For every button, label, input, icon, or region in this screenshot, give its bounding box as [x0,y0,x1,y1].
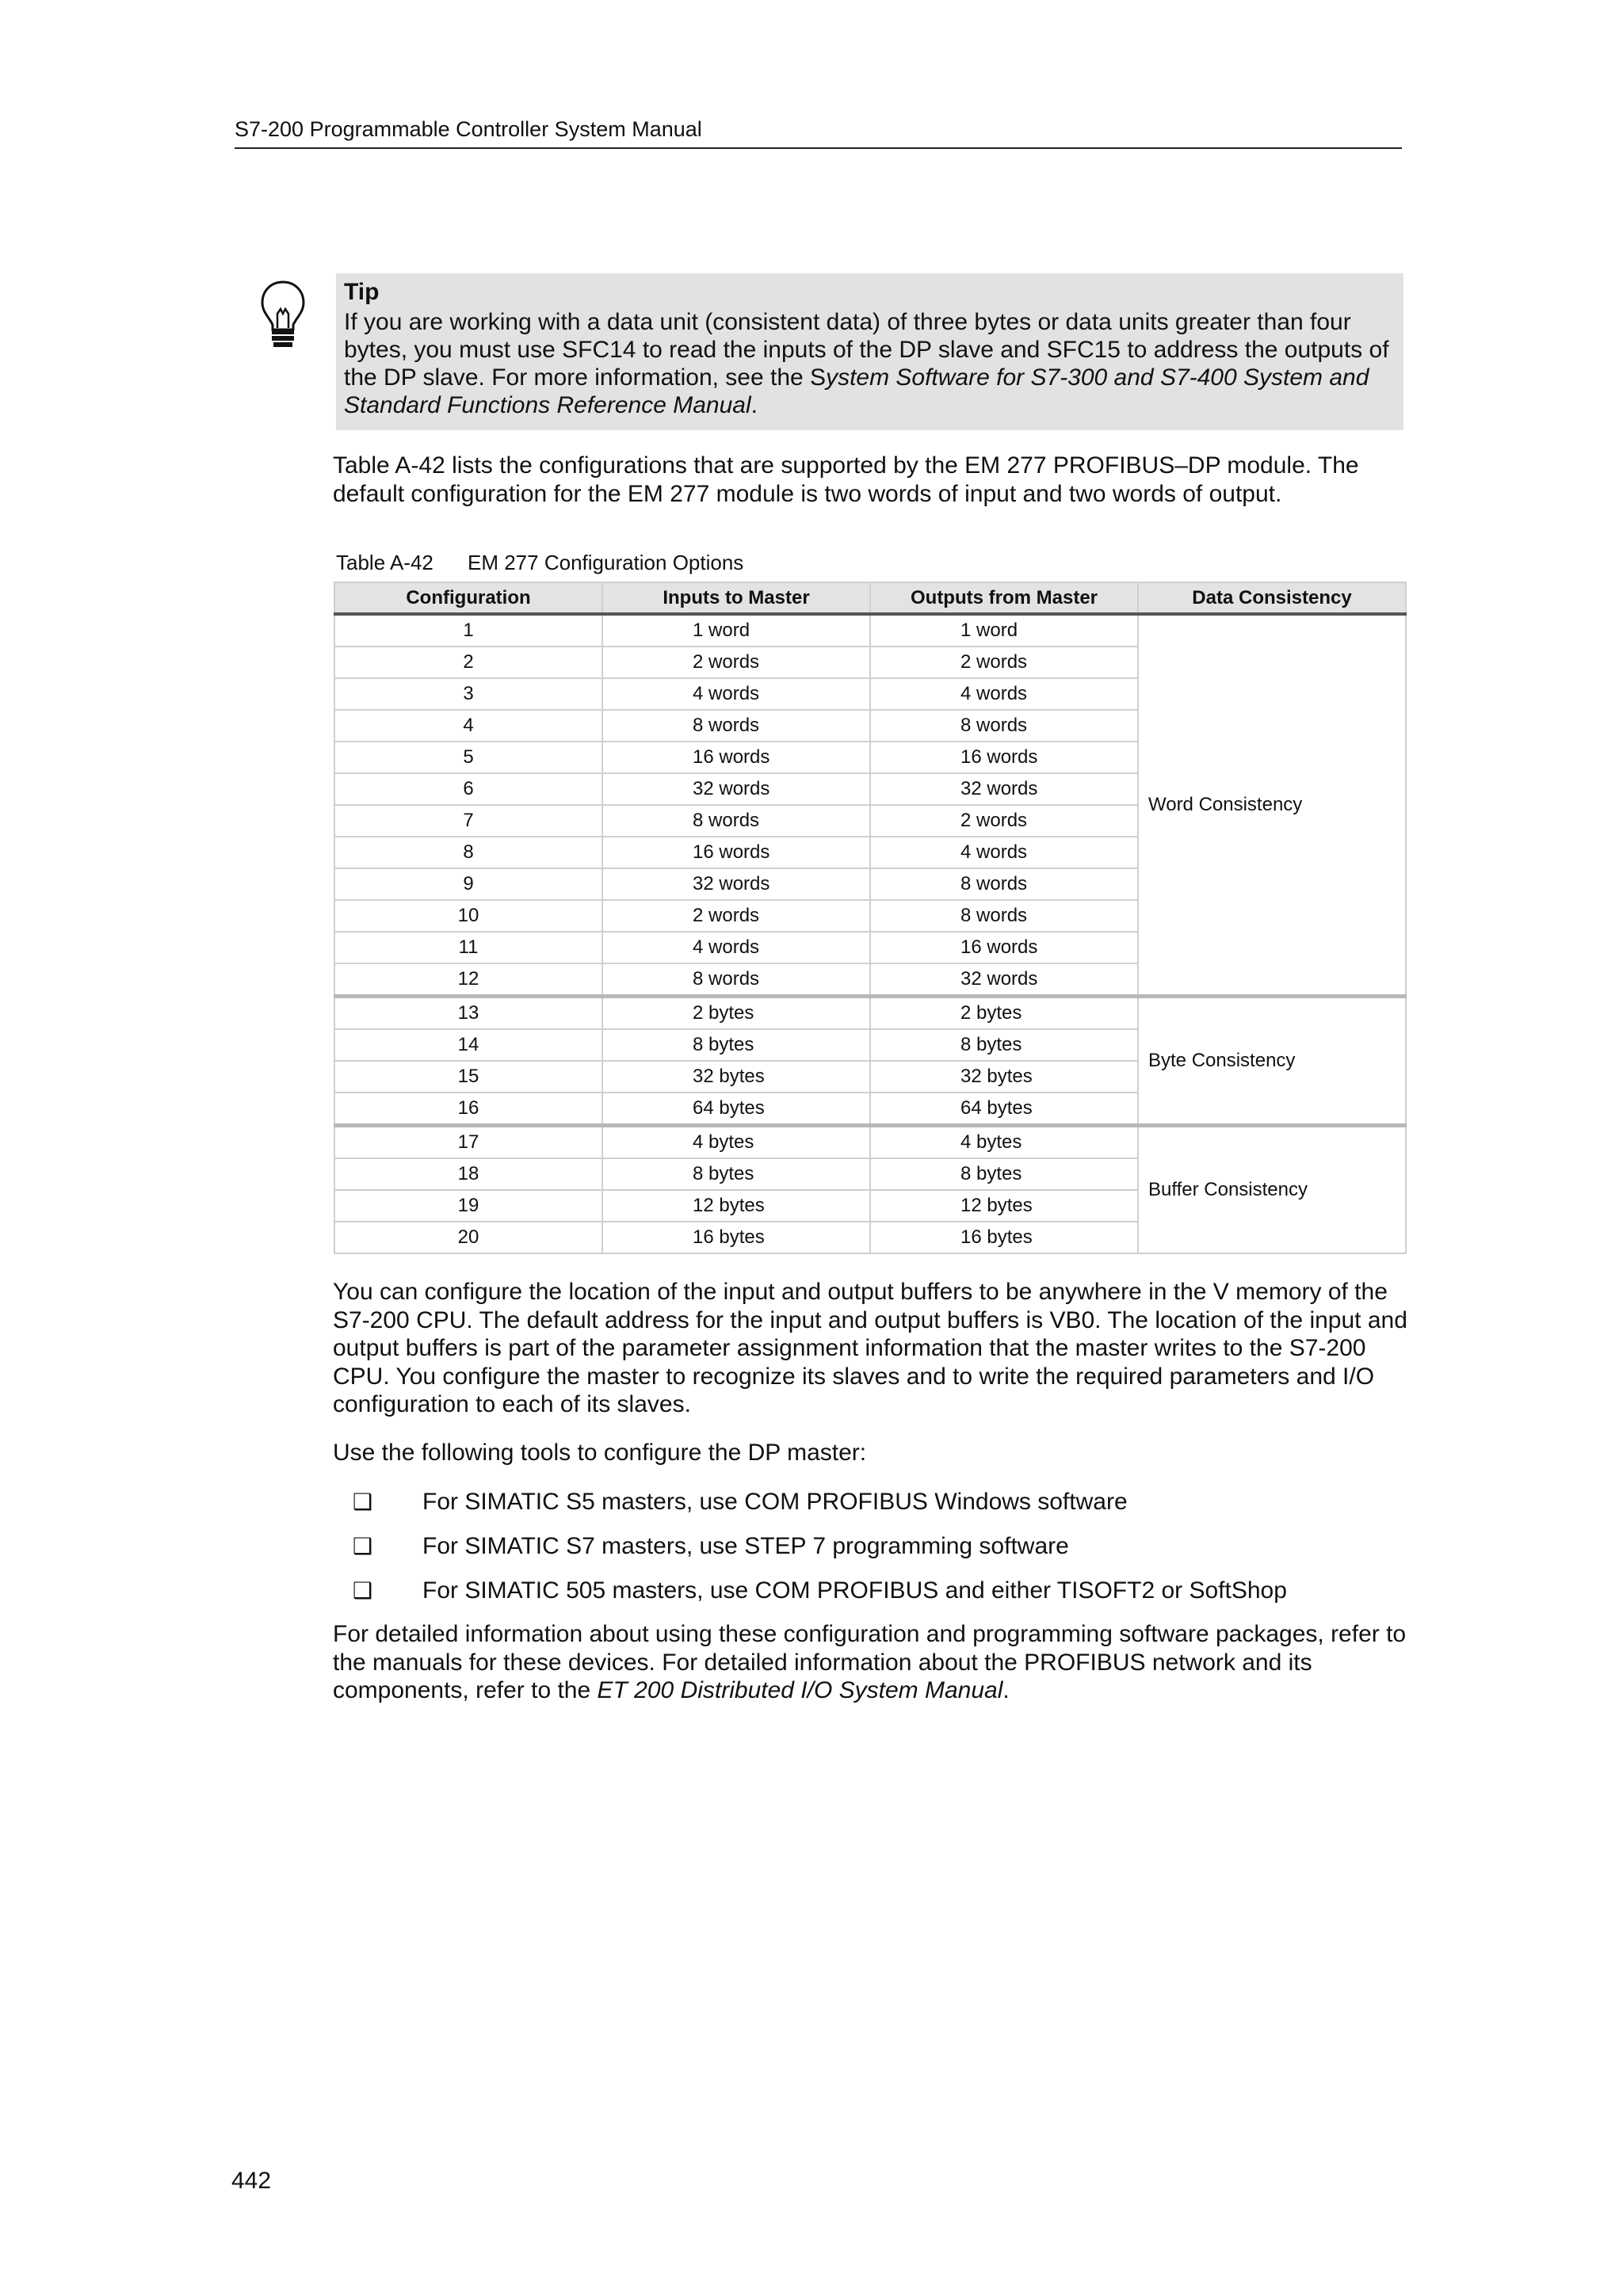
checkbox-bullet-icon: ❑ [353,1534,373,1558]
lightbulb-icon [258,279,307,352]
intro-paragraph: Table A-42 lists the configurations that are supported by the EM 277 PROFIBUS–DP module. The default configuration for the EM 277 module is two words of input and two words of output. [333,452,1359,507]
bullet-item: ❑ For SIMATIC 505 masters, use COM PROFIBUS and either TISOFT2 or SoftShop [353,1577,1287,1604]
inputs-cell: 2 words [602,900,870,932]
config-cell: 7 [334,805,602,837]
checkbox-bullet-icon: ❑ [353,1578,373,1603]
page-header-title: S7-200 Programmable Controller System Manual [235,117,702,141]
column-header: Data Consistency [1138,582,1406,614]
config-cell: 20 [334,1222,602,1253]
outputs-cell: 8 words [870,900,1138,932]
config-cell: 8 [334,837,602,868]
outputs-cell: 8 words [870,710,1138,742]
config-cell: 1 [334,614,602,646]
table-row [334,1126,1406,1159]
inputs-cell: 8 words [602,710,870,742]
config-cell: 12 [334,963,602,997]
tip-text: If you are working with a data unit (consistent data) of three bytes or data units greater than four bytes, you must use SFC14 to read the inputs of the DP slave and SFC15 to address the outputs of the DP slave. For more information, see the System Software for S7-300 and S7-400 System and Standard Functions Reference Manual. [344,309,1389,418]
outputs-cell: 32 bytes [870,1061,1138,1093]
config-cell: 14 [334,1029,602,1061]
config-cell: 3 [334,678,602,710]
outputs-cell: 2 words [870,805,1138,837]
inputs-cell: 32 words [602,773,870,805]
outputs-cell: 16 words [870,932,1138,963]
column-header: Outputs from Master [870,582,1138,614]
column-header: Configuration [334,582,602,614]
inputs-cell: 32 words [602,868,870,900]
inputs-cell: 1 word [602,614,870,646]
configuration-table [334,582,1407,1254]
config-cell: 19 [334,1190,602,1222]
inputs-cell: 8 bytes [602,1029,870,1061]
inputs-cell: 16 words [602,742,870,773]
inputs-cell: 2 bytes [602,997,870,1030]
outputs-cell: 2 words [870,646,1138,678]
config-cell: 4 [334,710,602,742]
outputs-cell: 4 words [870,837,1138,868]
inputs-cell: 16 words [602,837,870,868]
consistency-cell: Byte Consistency [1138,997,1406,1126]
outputs-cell: 8 bytes [870,1029,1138,1061]
bullet-item: ❑ For SIMATIC S7 masters, use STEP 7 programming software [353,1533,1069,1559]
config-cell: 10 [334,900,602,932]
outputs-cell: 8 bytes [870,1158,1138,1190]
inputs-cell: 4 bytes [602,1126,870,1159]
consistency-cell: Buffer Consistency [1138,1126,1406,1254]
outputs-cell: 32 words [870,773,1138,805]
config-cell: 15 [334,1061,602,1093]
config-cell: 17 [334,1126,602,1159]
inputs-cell: 4 words [602,932,870,963]
config-cell: 2 [334,646,602,678]
outputs-cell: 12 bytes [870,1190,1138,1222]
inputs-cell: 4 words [602,678,870,710]
outputs-cell: 64 bytes [870,1093,1138,1126]
outputs-cell: 32 words [870,963,1138,997]
consistency-cell: Word Consistency [1138,614,1406,997]
closing-paragraph: For detailed information about using these configuration and programming software packages, refer to the manuals for these devices. For detailed information about the PROFIBUS network and its components, refer to the ET 200 Distributed I/O System Manual. [333,1621,1407,1703]
table-caption: Table A-42 EM 277 Configuration Options [336,551,744,574]
tools-intro-paragraph: Use the following tools to configure the DP master: [333,1440,867,1466]
tip-box [336,273,1403,430]
inputs-cell: 8 bytes [602,1158,870,1190]
config-cell: 18 [334,1158,602,1190]
config-cell: 9 [334,868,602,900]
config-cell: 6 [334,773,602,805]
tip-title: Tip [344,279,380,305]
config-cell: 11 [334,932,602,963]
config-cell: 13 [334,997,602,1030]
outputs-cell: 4 bytes [870,1126,1138,1159]
outputs-cell: 1 word [870,614,1138,646]
table-header-row [334,582,1406,614]
inputs-cell: 2 words [602,646,870,678]
buffers-paragraph: You can configure the location of the input and output buffers to be anywhere in the V memory of the S7-200 CPU. The default address for the input and output buffers is VB0. The location of the input and output buffers is part of the parameter assignment information that the master writes to the S7-200 CPU. You configure the master to recognize its slaves and to write the required parameters and I/O configuration to each of its slaves. [333,1279,1407,1417]
outputs-cell: 4 words [870,678,1138,710]
inputs-cell: 16 bytes [602,1222,870,1253]
outputs-cell: 8 words [870,868,1138,900]
inputs-cell: 32 bytes [602,1061,870,1093]
inputs-cell: 8 words [602,963,870,997]
outputs-cell: 2 bytes [870,997,1138,1030]
outputs-cell: 16 words [870,742,1138,773]
inputs-cell: 64 bytes [602,1093,870,1126]
column-header: Inputs to Master [602,582,870,614]
table-row [334,997,1406,1030]
checkbox-bullet-icon: ❑ [353,1489,373,1514]
inputs-cell: 8 words [602,805,870,837]
table-row [334,614,1406,646]
config-cell: 5 [334,742,602,773]
page-number: 442 [231,2168,272,2194]
bullet-item: ❑ For SIMATIC S5 masters, use COM PROFIBUS Windows software [353,1489,1128,1515]
config-cell: 16 [334,1093,602,1126]
outputs-cell: 16 bytes [870,1222,1138,1253]
inputs-cell: 12 bytes [602,1190,870,1222]
header-divider [235,147,1402,149]
